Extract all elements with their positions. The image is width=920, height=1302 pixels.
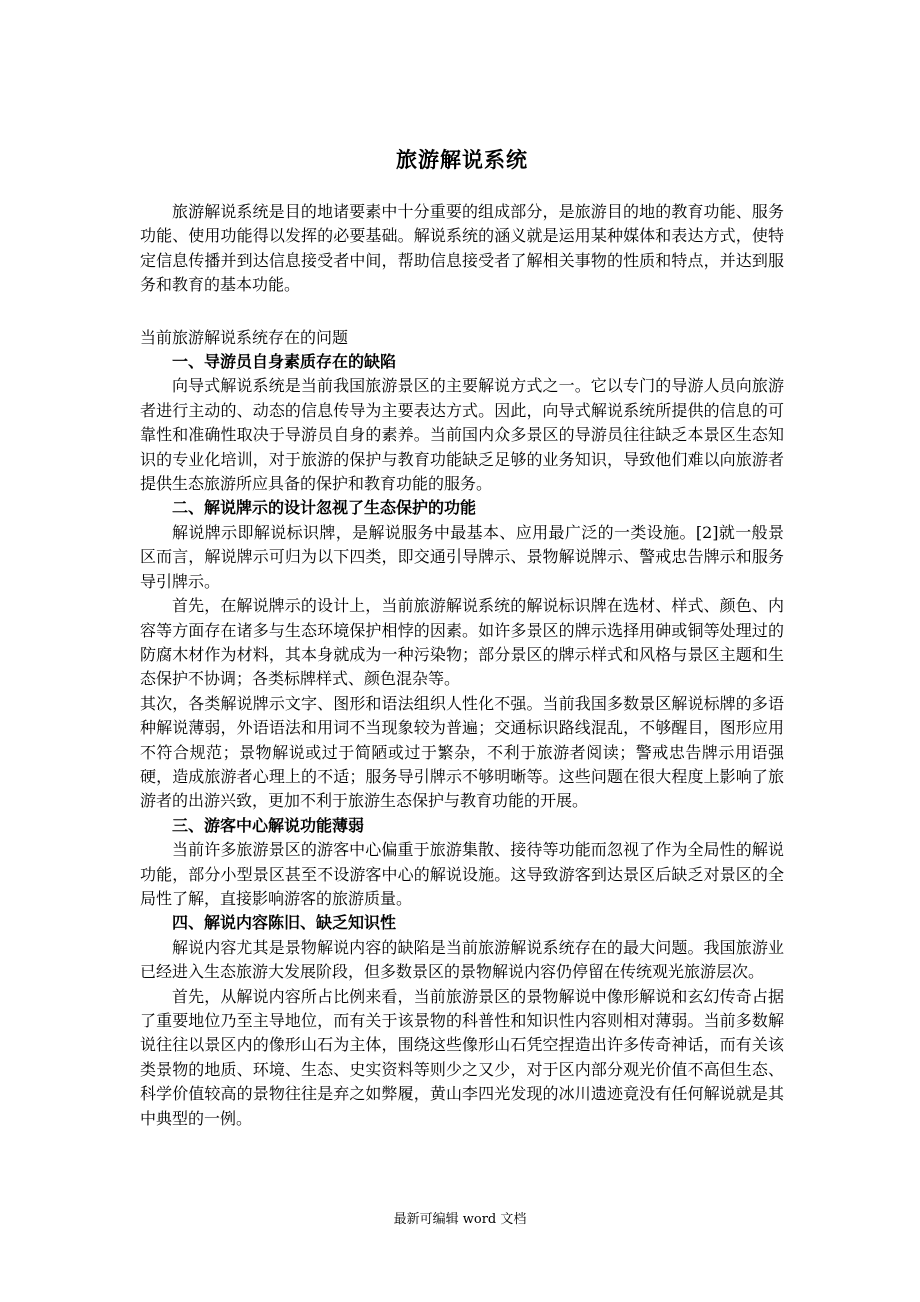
paragraph-3: 当前许多旅游景区的游客中心偏重于旅游集散、接待等功能而忽视了作为全局性的解说功能，部分小型景区甚至不设游客中心的解说设施。这导致游客到达景区后缺乏对景区的全局性了解，直接影响游客的旅游质量。 bbox=[140, 840, 784, 908]
heading-1: 一、导游员自身素质存在的缺陷 bbox=[172, 352, 397, 372]
document-page bbox=[140, 140, 784, 1131]
section-label: 当前旅游解说系统存在的问题 bbox=[140, 327, 349, 347]
heading-4: 四、解说内容陈旧、缺乏知识性 bbox=[172, 913, 397, 933]
page-footer: 最新可编辑 word 文档 bbox=[393, 1212, 527, 1227]
paragraph-1: 向导式解说系统是当前我国旅游景区的主要解说方式之一。它以专门的导游人员向旅游者进行主动的、动态的信息传导为主要表达方式。因此，向导式解说系统所提供的信息的可靠性和准确性取决于导游员自身的素养。当前国内众多景区的导游员往往缺乏本景区生态知识的专业化培训，对于旅游的保护与教育功能缺乏足够的业务知识，导致他们难以向旅游者提供生态旅游所应具备的保护和教育功能的服务。 bbox=[140, 376, 784, 494]
heading-2: 二、解说牌示的设计忽视了生态保护的功能 bbox=[172, 498, 477, 518]
paragraph-4a: 解说内容尤其是景物解说内容的缺陷是当前旅游解说系统存在的最大问题。我国旅游业已经进入生态旅游大发展阶段，但多数景区的景物解说内容仍停留在传统观光旅游层次。 bbox=[140, 937, 784, 982]
paragraph-2b: 首先，在解说牌示的设计上，当前旅游解说系统的解说标识牌在选材、样式、颜色、内容等方面存在诸多与生态环境保护相悖的因素。如许多景区的牌示选择用砷或铜等处理过的防腐木材作为材料，其本身就成为一种污染物；部分景区的牌示样式和风格与景区主题和生态保护不协调；各类标牌样式、颜色混杂等。 bbox=[140, 596, 784, 689]
intro-paragraph: 旅游解说系统是目的地诸要素中十分重要的组成部分，是旅游目的地的教育功能、服务功能、使用功能得以发挥的必要基础。解说系统的涵义就是运用某种媒体和表达方式，使特定信息传播并到达信息接受者中间，帮助信息接受者了解相关事物的性质和特点，并达到服务和教育的基本功能。 bbox=[140, 202, 784, 295]
heading-3: 三、游客中心解说功能薄弱 bbox=[172, 815, 365, 835]
paragraph-4b: 首先，从解说内容所占比例来看，当前旅游景区的景物解说中像形解说和玄幻传奇占据了重要地位乃至主导地位，而有关于该景物的科普性和知识性内容则相对薄弱。当前多数解说往往以景区内的像形山石为主体，围绕这些像形山石凭空捏造出许多传奇神话，而有关该类景物的地质、环境、生态、史实资料等则少之又少，对于区内部分观光价值不高但生态、科学价值较高的景物往往是弃之如弊履，黄山李四光发现的冰川遗迹竟没有任何解说就是其中典型的一例。 bbox=[140, 986, 784, 1128]
paragraph-2c: 其次，各类解说牌示文字、图形和语法组织人性化不强。当前我国多数景区解说标牌的多语种解说薄弱，外语语法和用词不当现象较为普遍；交通标识路线混乱，不够醒目，图形应用不符合规范；景物解说或过于简陋或过于繁杂，不利于旅游者阅读；警戒忠告牌示用语强硬，造成旅游者心理上的不适；服务导引牌示不够明晰等。这些问题在很大程度上影响了旅游者的出游兴致，更加不利于旅游生态保护与教育功能的开展。 bbox=[140, 693, 784, 811]
paragraph-2a: 解说牌示即解说标识牌，是解说服务中最基本、应用最广泛的一类设施。[2]就一般景区而言，解说牌示可归为以下四类，即交通引导牌示、景物解说牌示、警戒忠告牌示和服务导引牌示。 bbox=[140, 522, 784, 591]
document-title: 旅游解说系统 bbox=[396, 147, 528, 172]
